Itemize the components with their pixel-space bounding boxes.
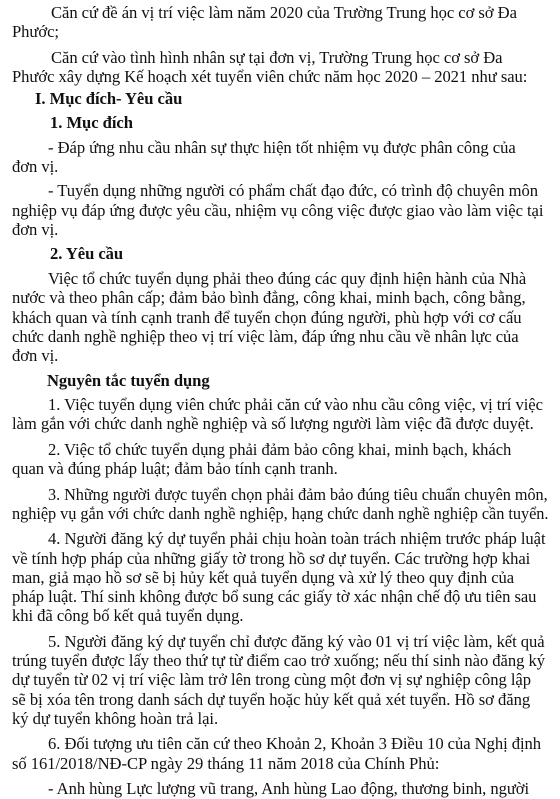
text-line: 5. Người đăng ký dự tuyển chỉ được đăng ký vào 01 vị trí việc làm, kết quả [48, 632, 545, 651]
section-heading: I. Mục đích- Yêu cầu [35, 89, 183, 108]
text-line: trúng tuyển được lấy theo thứ tự từ điểm cao trở xuống; nếu thí sinh nào đăng ký [12, 651, 545, 670]
text-line: 2. Việc tổ chức tuyển dụng phải đảm bảo công khai, minh bạch, khách [48, 440, 512, 459]
text-line: pháp luật. Thí sinh không được bổ sung các giấy tờ xác nhận chế độ ưu tiên sau [12, 587, 537, 606]
text-line: quan và đúng pháp luật; đảm bảo tính cạnh tranh. [12, 459, 338, 478]
text-line: Phước; [12, 22, 59, 41]
text-line: Căn cứ vào tình hình nhân sự tại đơn vị, Trường Trung học cơ sở Đa [51, 48, 503, 67]
text-line: đơn vị. [12, 157, 59, 176]
text-line: nghiệp vụ gắn với chức danh nghề nghiệp, hạng chức danh nghề nghiệp cần tuyển. [12, 504, 549, 523]
text-line: 4. Người đăng ký dự tuyển phải chịu hoàn toàn trách nhiệm trước pháp luật [48, 529, 546, 548]
text-line: sẽ bị xóa tên trong danh sách dự tuyển hoặc hủy kết quả xét tuyển. Hồ sơ đăng [12, 690, 531, 709]
text-line: khách quan và tính cạnh tranh để tuyển chọn đúng người, phù hợp với cơ cấu [12, 308, 522, 327]
text-line: làm gắn với chức danh nghề nghiệp và số lượng người làm việc đã được duyệt. [12, 414, 534, 433]
text-line: - Tuyển dụng những người có phẩm chất đạo đức, có trình độ chuyên môn [48, 181, 538, 200]
subsection-heading: 1. Mục đích [50, 113, 133, 132]
text-line: - Đáp ứng nhu cầu nhân sự thực hiện tốt nhiệm vụ được phân công của [48, 138, 516, 157]
text-line: nước và theo phân cấp; đảm bảo bình đẳng, công khai, minh bạch, công bằng, [12, 288, 526, 307]
text-line: đơn vị. [12, 220, 59, 239]
text-line: dự tuyển từ 02 vị trí việc làm trở lên trong cùng một đơn vị sự nghiệp công lập [12, 670, 531, 689]
text-line: 6. Đối tượng ưu tiên căn cứ theo Khoản 2, Khoản 3 Điều 10 của Nghị định [48, 734, 542, 753]
text-line: về tính hợp pháp của những giấy tờ trong hồ sơ dự tuyển. Các trường hợp khai [12, 549, 531, 568]
text-line: 3. Những người được tuyển chọn phải đảm bảo đúng tiêu chuẩn chuyên môn, [48, 485, 548, 504]
text-line: 1. Việc tuyển dụng viên chức phải căn cứ vào nhu cầu công việc, vị trí việc [48, 395, 543, 414]
text-line: man, giả mạo hồ sơ sẽ bị hủy kết quả tuyển dụng và xử lý theo quy định của [12, 568, 515, 587]
text-line: Việc tổ chức tuyển dụng phải theo đúng các quy định hiện hành của Nhà [48, 269, 527, 288]
text-line: Căn cứ đề án vị trí việc làm năm 2020 của Trường Trung học cơ sở Đa [51, 3, 517, 22]
text-line: khi đã công bố kết quả tuyển dụng. [12, 606, 244, 625]
text-line: chức danh nghề nghiệp theo vị trí việc làm, đáp ứng nhu cầu về nhân lực của [12, 327, 519, 346]
text-line: nghiệp vụ đáp ứng được yêu cầu, nhiệm vụ công việc được giao vào làm việc tại [12, 201, 544, 220]
text-line: Phước xây dựng Kế hoạch xét tuyển viên chức năm học 2020 – 2021 như sau: [12, 67, 528, 86]
text-line: số 161/2018/NĐ-CP ngày 29 tháng 11 năm 2018 của Chính Phủ: [12, 754, 440, 773]
text-line: đơn vị. [12, 346, 59, 365]
text-line: ký dự tuyển không hoàn trả lại. [12, 709, 219, 728]
subsection-heading: Nguyên tắc tuyển dụng [47, 371, 210, 390]
subsection-heading: 2. Yêu cầu [50, 244, 124, 263]
text-line: - Anh hùng Lực lượng vũ trang, Anh hùng Lao động, thương binh, người [48, 779, 530, 798]
